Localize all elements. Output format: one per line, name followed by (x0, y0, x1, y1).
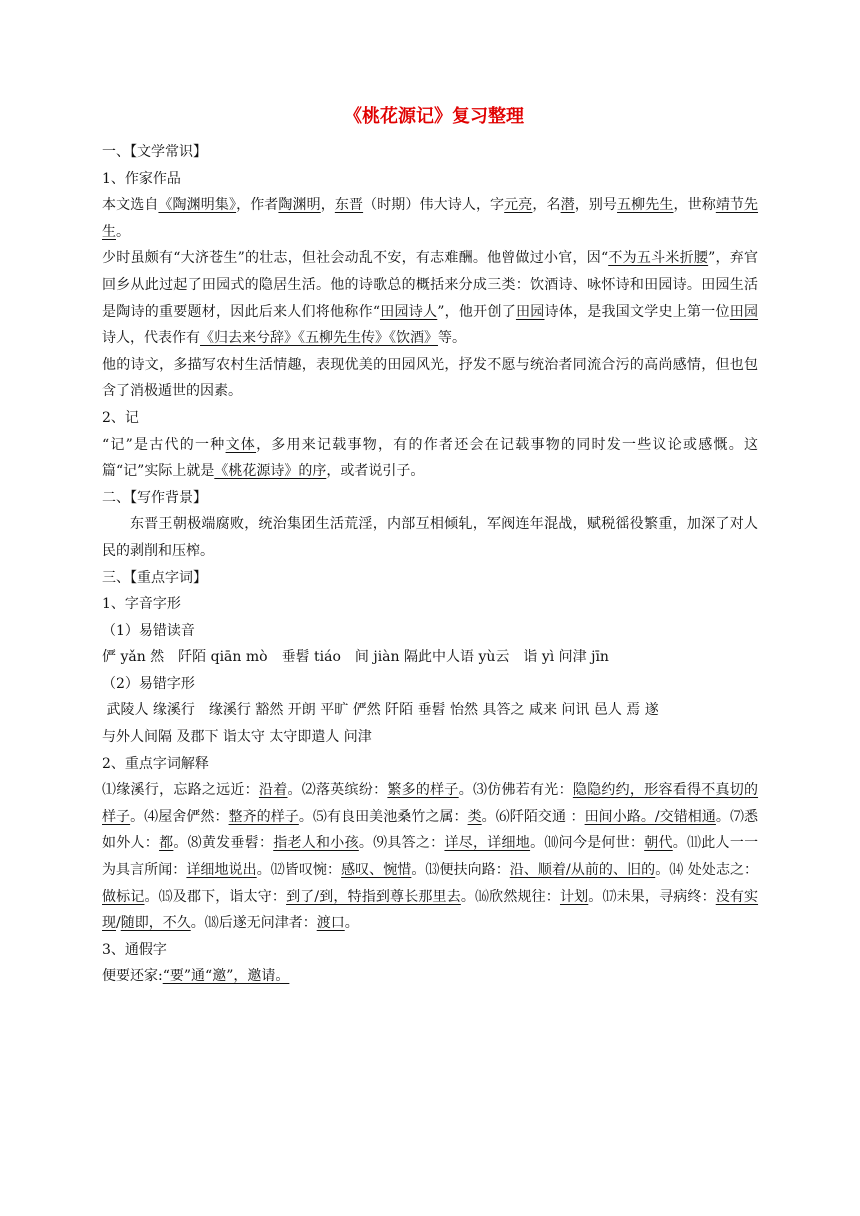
underlined-term: 感叹、惋惜 (341, 862, 412, 879)
subheading-pronunciation: （1）易错读音 (102, 622, 195, 639)
text-segment: ”，弃官回乡从此过起了田园式的隐居生活。他的诗歌总的概括来分成三类：饮酒诗、咏怀诗和田园诗。田园生活是陶诗的重要题材，因此后来人们将他称作“ (102, 250, 758, 320)
underlined-term: 整齐的样子 (228, 808, 299, 825)
text-segment: 。⒂及郡下，诣太守： (144, 888, 287, 905)
subheading-tongjia: 3、通假字 (102, 941, 167, 958)
underlined-term: 不为五斗米折腰 (608, 250, 709, 267)
text-segment: 。⒄未果，寻病终： (588, 888, 716, 905)
text-segment: 。⑸有良田美池桑竹之属： (298, 808, 468, 825)
underlined-term: 沿着 (258, 782, 288, 799)
text-segment: ，名 (532, 197, 561, 214)
underlined-term: 田间小路。/交错相通 (584, 808, 716, 825)
text-segment: 。⑿皆叹惋： (256, 862, 342, 879)
text-segment: （时期）伟大诗人，字 (363, 197, 505, 214)
underlined-term: 朝代 (644, 835, 673, 852)
underlined-term: 隐隐约约，形容看得不真切的样子 (102, 782, 759, 825)
text-segment: 。⒁ 处处志之： (655, 862, 759, 879)
text-segment: ⑴缘溪行，忘路之远近： (102, 782, 259, 799)
text-segment: 。⑽问今是何世： (530, 835, 645, 852)
underlined-term: 靖节先生 (102, 197, 759, 240)
text-segment: 少时虽颇有“大济苍生”的壮志，但社会动乱不安，有志难酬。他曾做过小官，因“ (102, 250, 609, 267)
text-segment: 。⒃欣然规往： (460, 888, 560, 905)
underlined-term: 指老人和小孩 (273, 835, 359, 852)
paragraph-tongjia (102, 963, 758, 990)
text-segment: 。⑹阡陌交通 ： (481, 808, 585, 825)
underlined-term: 做标记 (102, 888, 145, 905)
underlined-term: 元亮 (504, 197, 533, 214)
underlined-term: 陶渊明 (278, 197, 321, 214)
underlined-term: 计划 (559, 888, 589, 905)
text-segment: 。⒀便扶向路： (411, 862, 510, 879)
underlined-term: 田园 (515, 303, 545, 320)
paragraph-author (102, 192, 758, 245)
text-segment: 。⑾此人一一为具言所闻： (102, 835, 759, 879)
underlined-term: 《饮酒》 (389, 330, 438, 347)
text-segment: ，别号 (574, 197, 618, 214)
underlined-term: 潜 (560, 197, 575, 214)
text-segment: ，世称 (673, 197, 716, 214)
subheading-glyph: （2）易错字形 (102, 675, 195, 692)
underlined-term: 详尽，详细地 (444, 835, 531, 852)
text-segment: 。 (116, 223, 130, 240)
glyph-line-1: 武陵人 缘溪行 缘溪行 豁然 开朗 平旷 俨然 阡陌 垂髫 怡然 具答之 咸来 问讯 邑人 焉 遂 (102, 702, 659, 719)
underlined-term: 《陶渊明集》 (158, 197, 237, 214)
text-segment: ，多用来记载事物，有的作者还会在记载事物的同时发一些议论或感慨。这篇“记”实际上就是 (102, 436, 759, 480)
text-segment: 等。 (438, 330, 466, 347)
underlined-term: 东晋 (334, 197, 364, 214)
text-segment: / (116, 915, 121, 932)
underlined-term: 渡口 (316, 915, 345, 932)
underlined-term: 类 (467, 808, 482, 825)
text-segment: 。 (344, 915, 359, 932)
underlined-term: 详细地说出 (186, 862, 257, 879)
underlined-term: 都 (159, 835, 174, 852)
underlined-term: 《五柳先生传》 (298, 330, 389, 347)
underlined-term: 五柳先生 (617, 197, 674, 214)
text-segment: 。⑷屋舍俨然： (130, 808, 229, 825)
text-segment: 。⑼具答之： (358, 835, 445, 852)
underlined-term: 到了/到，特指到尊长那里去 (286, 888, 461, 905)
underlined-term: 《归去来兮辞》 (200, 330, 298, 347)
text-segment: 。⑻黄发垂髫： (173, 835, 274, 852)
section-heading-keywords: 三、【重点字词】 (102, 569, 207, 586)
section-heading-background: 二、【写作背景】 (102, 489, 207, 506)
paragraph-word-explanations (102, 777, 758, 937)
text-segment: 。⑶仿佛若有光： (458, 782, 573, 799)
underlined-term: 文体 (225, 436, 257, 453)
document-page (102, 104, 758, 990)
section-heading-literary: 一、【文学常识】 (102, 144, 207, 160)
text-segment: 便要还家: (102, 968, 163, 985)
underlined-term: 田园 (729, 303, 759, 320)
page-title: 《桃花源记》复习整理 (344, 106, 524, 127)
text-segment: ，作者 (236, 197, 279, 214)
underlined-term: 田园诗人 (379, 303, 438, 320)
paragraph-life (102, 245, 758, 351)
underlined-term: 没有实现 (102, 888, 759, 932)
subheading-pronunciation-glyph: 1、字音字形 (102, 596, 181, 613)
text-segment: 诗体，是我国文学史上第一位 (544, 303, 730, 320)
text-segment: ， (320, 197, 335, 214)
text-segment: ，或者说引子。 (326, 463, 425, 480)
underlined-term: 沿、顺着/从前的、旧的 (509, 862, 656, 879)
text-segment: ”，他开创了 (437, 303, 516, 320)
text-segment: 。⑺悉如外人： (102, 808, 759, 852)
text-segment: 诗人，代表作有 (102, 330, 200, 347)
text-segment: 本文选自 (102, 197, 159, 214)
paragraph-background: 东晋王朝极端腐败，统治集团生活荒淫，内部互相倾轧，军阀连年混战，赋税徭役繁重，加深了对人民的剥削和压榨。 (102, 516, 758, 559)
text-segment: “记”是古代的一种 (102, 436, 226, 453)
text-segment: 。⒅后遂无问津者： (190, 915, 317, 932)
underlined-term: 繁多的样子 (387, 782, 459, 799)
underlined-term: 随即，不久 (120, 915, 191, 932)
underlined-term: 《桃花源诗》的序 (214, 463, 327, 480)
paragraph-style: 他的诗文，多描写农村生活情趣，表现优美的田园风光，抒发不愿与统治者同流合污的高尚感情，但也包含了消极遁世的因素。 (102, 356, 758, 400)
subheading-word-explanations: 2、重点字词解释 (102, 755, 209, 772)
subheading-ji: 2、记 (102, 409, 139, 426)
text-segment: 。⑵落英缤纷： (287, 782, 388, 799)
subheading-author-works: 1、作家作品 (102, 170, 181, 187)
underlined-term: “要”通“邀”，邀请。 (162, 968, 290, 985)
pronunciation-line: 俨 yǎn 然 阡陌 qiān mò 垂髫 tiáo 间 jiàn 隔此中人语 yù云 诣 yì 问津 jīn (102, 649, 609, 666)
paragraph-ji (102, 432, 758, 485)
glyph-line-2: 与外人间隔 及郡下 诣太守 太守即遣人 问津 (102, 729, 372, 746)
